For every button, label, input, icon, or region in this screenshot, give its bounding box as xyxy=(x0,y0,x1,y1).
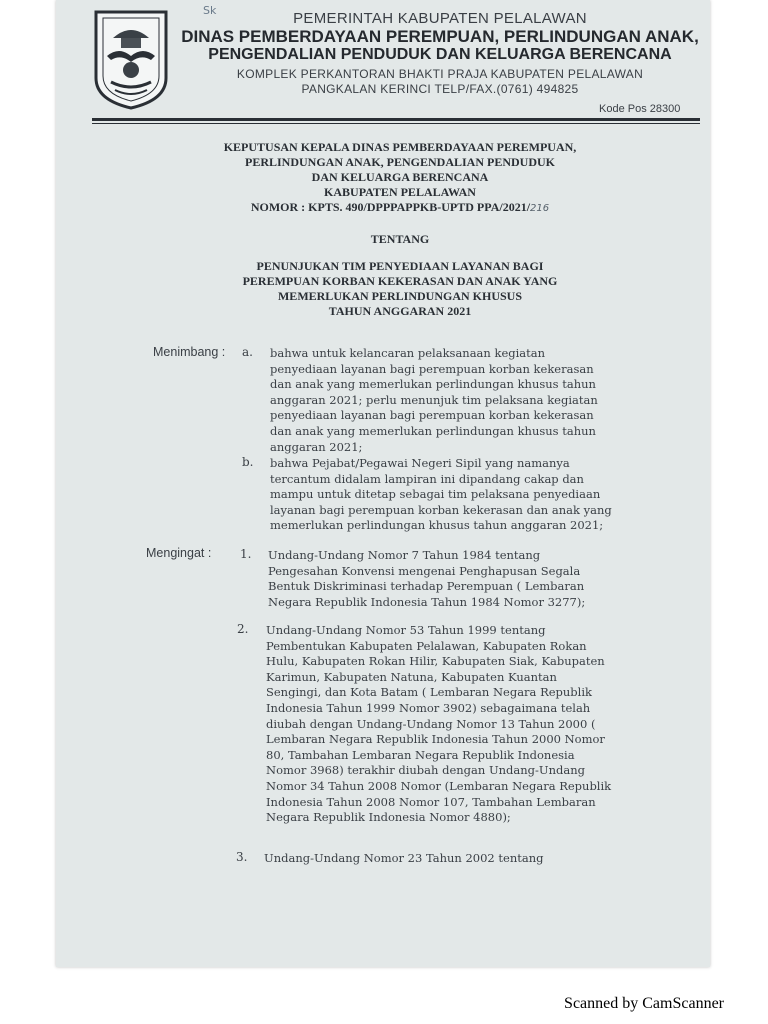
handwritten-mark: Sk xyxy=(203,4,217,17)
text-line: penyediaan layanan bagi perempuan korban kekerasan xyxy=(270,408,594,423)
decree-title-line: DAN KELUARGA BERENCANA xyxy=(311,170,489,184)
text-line: dan anak yang memerlukan perlindungan khusus tahun xyxy=(270,423,596,438)
menimbang-marker-b: b. xyxy=(242,455,254,469)
decree-number-handwritten: 216 xyxy=(530,203,550,214)
text-line: Undang-Undang Nomor 23 Tahun 2002 tentang xyxy=(264,851,544,865)
text-line: anggaran 2021; xyxy=(270,439,363,454)
decree-subject-line: TAHUN ANGGARAN 2021 xyxy=(328,304,472,318)
text-line: penyediaan layanan bagi perempuan korban kekerasan xyxy=(270,361,594,376)
header-divider-thin xyxy=(92,123,700,124)
text-line: bahwa untuk kelancaran pelaksanaan kegiatan xyxy=(270,346,546,360)
menimbang-marker-a: a. xyxy=(242,345,253,359)
mengingat-3-text xyxy=(264,851,543,867)
mengingat-marker-3: 3. xyxy=(236,850,248,864)
text-line: tercantum didalam lampiran ini dipandang cakap dan xyxy=(270,471,584,486)
decree-subject-line: PENUNJUKAN TIM PENYEDIAAN LAYANAN BAGI xyxy=(256,259,544,273)
mengingat-2-text xyxy=(266,623,611,826)
text-line: Sengingi, dan Kota Batam ( Lembaran Negara Republik xyxy=(266,685,592,700)
text-line: layanan bagi perempuan korban kekerasan dan anak yang xyxy=(270,502,612,517)
menimbang-label: Menimbang : xyxy=(153,345,226,359)
decree-title-line: PERLINDUNGAN ANAK, PENGENDALIAN PENDUDUK xyxy=(244,155,555,169)
decree-number-text: NOMOR : KPTS. 490/DPPPAPPKB-UPTD PPA/2021/ xyxy=(250,200,531,214)
text-line: Bentuk Diskriminasi terhadap Perempuan ( Lembaran xyxy=(268,579,585,594)
text-line: Lembaran Negara Republik Indonesia Tahun 2000 Nomor xyxy=(266,732,605,747)
menimbang-a-text xyxy=(270,346,598,455)
header-address-line-1: KOMPLEK PERKANTORAN BHAKTI PRAJA KABUPATEN PELALAWAN xyxy=(236,67,644,81)
header-address-line-2: PANGKALAN KERINCI TELP/FAX.(0761) 494825 xyxy=(301,82,579,96)
text-line: Pembentukan Kabupaten Pelalawan, Kabupaten Rokan xyxy=(266,638,587,653)
header-agency-line-2: PENGENDALIAN PENDUDUK DAN KELUARGA BERENCANA xyxy=(208,46,672,63)
decree-title-line: KABUPATEN PELALAWAN xyxy=(324,185,476,199)
text-line: Indonesia Tahun 1999 Nomor 3902) sebagaimana telah xyxy=(266,700,591,715)
text-line: Hulu, Kabupaten Rokan Hilir, Kabupaten Siak, Kabupaten xyxy=(266,654,605,669)
header-divider-thick xyxy=(92,118,700,121)
text-line: Undang-Undang Nomor 7 Tahun 1984 tentang xyxy=(268,548,541,562)
text-line: Indonesia Tahun 2008 Nomor 107, Tambahan Lembaran xyxy=(266,794,596,809)
text-line: Nomor 34 Tahun 2008 Nomor (Lembaran Negara Republik xyxy=(266,778,612,793)
text-line: 80, Tambahan Lembaran Negara Republik Indonesia xyxy=(266,747,575,762)
decree-subject-line: MEMERLUKAN PERLINDUNGAN KHUSUS xyxy=(277,289,522,303)
text-line: Negara Republik Indonesia Tahun 1984 Nomor 3277); xyxy=(268,594,586,609)
header-agency-line-1: DINAS PEMBERDAYAAN PEREMPUAN, PERLINDUNGAN ANAK, xyxy=(181,27,699,46)
text-line: dan anak yang memerlukan perlindungan khusus tahun xyxy=(270,377,596,392)
mengingat-marker-2: 2. xyxy=(237,622,249,636)
decree-number xyxy=(150,200,650,215)
menimbang-b-text xyxy=(270,456,612,534)
mengingat-label: Mengingat : xyxy=(146,546,212,560)
text-line: mampu untuk ditetap sebagai tim pelaksana penyediaan xyxy=(270,487,601,502)
text-line: bahwa Pejabat/Pegawai Negeri Sipil yang namanya xyxy=(270,456,570,470)
camscanner-footer: Scanned by CamScanner xyxy=(564,995,724,1012)
decree-subject-line: PEREMPUAN KORBAN KEKERASAN DAN ANAK YANG xyxy=(242,274,558,288)
text-line: anggaran 2021; perlu menunjuk tim pelaksana kegiatan xyxy=(270,392,598,407)
text-line: Undang-Undang Nomor 53 Tahun 1999 tentang xyxy=(266,623,546,637)
pelalawan-emblem-logo xyxy=(91,8,171,110)
mengingat-1-text xyxy=(268,548,585,610)
text-line: Karimun, Kabupaten Natuna, Kabupaten Kuantan xyxy=(266,669,557,684)
text-line: diubah dengan Undang-Undang Nomor 13 Tahun 2000 ( xyxy=(266,716,596,731)
text-line: Nomor 3968) terakhir diubah dengan Undang-Undang xyxy=(266,763,585,778)
decree-title-line: KEPUTUSAN KEPALA DINAS PEMBERDAYAAN PEREMPUAN, xyxy=(223,140,577,154)
text-line: Pengesahan Konvensi mengenai Penghapusan Segala xyxy=(268,563,581,578)
text-line: memerlukan perlindungan khusus tahun anggaran 2021; xyxy=(270,518,604,533)
text-line: Negara Republik Indonesia Nomor 4880); xyxy=(266,810,511,825)
mengingat-marker-1: 1. xyxy=(240,547,252,561)
tentang-heading: TENTANG xyxy=(370,232,430,246)
header-government-line: PEMERINTAH KABUPATEN PELALAWAN xyxy=(293,10,587,27)
postal-code: Kode Pos 28300 xyxy=(599,103,681,115)
